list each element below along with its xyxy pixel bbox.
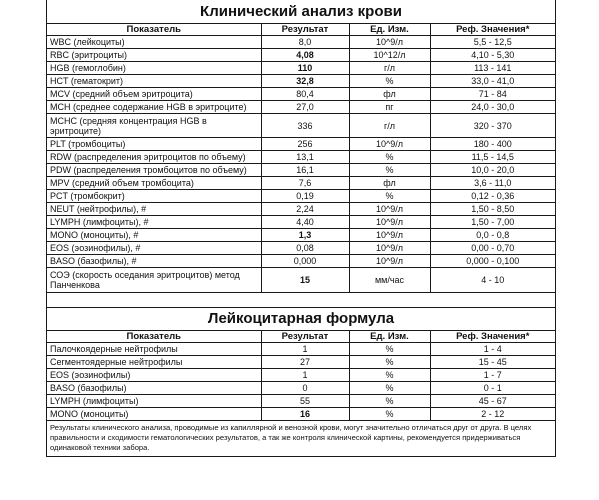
table-row <box>47 343 555 356</box>
table-row <box>47 101 555 114</box>
indicator-cell: BASO (базофилы), # <box>47 255 261 268</box>
unit-cell: % <box>349 164 430 177</box>
indicator-cell: LYMPH (лимфоциты), # <box>47 216 261 229</box>
result-cell: 80,4 <box>261 88 349 101</box>
result-cell: 15 <box>261 268 349 293</box>
table-row <box>47 203 555 216</box>
reference-range-cell: 4 - 10 <box>430 268 555 293</box>
indicator-cell: Палочкоядерные нейтрофилы <box>47 343 261 356</box>
reference-range-cell: 4,10 - 5,30 <box>430 49 555 62</box>
reference-range-cell: 113 - 141 <box>430 62 555 75</box>
result-cell: 55 <box>261 395 349 408</box>
result-cell: 32,8 <box>261 75 349 88</box>
indicator-cell: MPV (средний объем тромбоцита) <box>47 177 261 190</box>
column-header: Реф. Значения* <box>430 24 555 36</box>
indicator-cell: PCT (тромбокрит) <box>47 190 261 203</box>
unit-cell: % <box>349 343 430 356</box>
table-header-row <box>47 24 555 36</box>
indicator-cell: WBC (лейкоциты) <box>47 36 261 49</box>
table-row <box>47 62 555 75</box>
unit-cell: пг <box>349 101 430 114</box>
unit-cell: г/л <box>349 62 430 75</box>
result-cell: 4,08 <box>261 49 349 62</box>
reference-range-cell: 5,5 - 12,5 <box>430 36 555 49</box>
unit-cell: мм/час <box>349 268 430 293</box>
result-cell: 27,0 <box>261 101 349 114</box>
unit-cell: % <box>349 369 430 382</box>
result-cell: 0,000 <box>261 255 349 268</box>
section-gap <box>47 293 555 308</box>
indicator-cell: MONO (моноциты), # <box>47 229 261 242</box>
indicator-cell: NEUT (нейтрофилы), # <box>47 203 261 216</box>
result-cell: 4,40 <box>261 216 349 229</box>
reference-range-cell: 0,12 - 0,36 <box>430 190 555 203</box>
column-header: Показатель <box>47 331 261 343</box>
unit-cell: фл <box>349 177 430 190</box>
column-header: Результат <box>261 24 349 36</box>
reference-range-cell: 11,5 - 14,5 <box>430 151 555 164</box>
indicator-cell: EOS (эозинофилы) <box>47 369 261 382</box>
column-header: Результат <box>261 331 349 343</box>
column-header: Ед. Изм. <box>349 331 430 343</box>
table-row <box>47 164 555 177</box>
reference-range-cell: 45 - 67 <box>430 395 555 408</box>
table-row <box>47 369 555 382</box>
reference-range-cell: 24,0 - 30,0 <box>430 101 555 114</box>
reference-range-cell: 0,000 - 0,100 <box>430 255 555 268</box>
table-row <box>47 229 555 242</box>
indicator-cell: PDW (распределения тромбоцитов по объему) <box>47 164 261 177</box>
reference-range-cell: 180 - 400 <box>430 138 555 151</box>
table-row <box>47 36 555 49</box>
indicator-cell: HGB (гемоглобин) <box>47 62 261 75</box>
reference-range-cell: 1 - 7 <box>430 369 555 382</box>
footnote: Результаты клинического анализа, проводимые из капиллярной и венозной крови, могут значительно отличаться друг от друга. В целях правильности и сходимости гематологических результатов, а так же контроля клинической картины, рекомендуется придерживаться одинаковой техники забора. <box>47 421 555 457</box>
indicator-cell: Сегментоядерные нейтрофилы <box>47 356 261 369</box>
unit-cell: 10^9/л <box>349 229 430 242</box>
result-cell: 1,3 <box>261 229 349 242</box>
reference-range-cell: 1 - 4 <box>430 343 555 356</box>
blood-test-title: Клинический анализ крови <box>47 0 555 24</box>
table-row <box>47 395 555 408</box>
unit-cell: % <box>349 408 430 421</box>
unit-cell: фл <box>349 88 430 101</box>
indicator-cell: EOS (эозинофилы), # <box>47 242 261 255</box>
table-row <box>47 88 555 101</box>
reference-range-cell: 320 - 370 <box>430 114 555 138</box>
unit-cell: 10^9/л <box>349 36 430 49</box>
lab-report-sheet <box>46 0 556 457</box>
table-row <box>47 177 555 190</box>
indicator-cell: MCV (средний объем эритроцита) <box>47 88 261 101</box>
reference-range-cell: 0 - 1 <box>430 382 555 395</box>
indicator-cell: MCHC (средняя концентрация HGB в эритроците) <box>47 114 261 138</box>
column-header: Реф. Значения* <box>430 331 555 343</box>
indicator-cell: LYMPH (лимфоциты) <box>47 395 261 408</box>
reference-range-cell: 15 - 45 <box>430 356 555 369</box>
table-row <box>47 216 555 229</box>
unit-cell: 10^12/л <box>349 49 430 62</box>
unit-cell: г/л <box>349 114 430 138</box>
indicator-cell: PLT (тромбоциты) <box>47 138 261 151</box>
result-cell: 0,08 <box>261 242 349 255</box>
blood-test-table <box>47 24 555 293</box>
result-cell: 0,19 <box>261 190 349 203</box>
result-cell: 110 <box>261 62 349 75</box>
indicator-cell: RBC (эритроциты) <box>47 49 261 62</box>
indicator-cell: MCH (среднее содержание HGB в эритроците) <box>47 101 261 114</box>
unit-cell: % <box>349 151 430 164</box>
column-header: Ед. Изм. <box>349 24 430 36</box>
unit-cell: 10^9/л <box>349 203 430 216</box>
unit-cell: % <box>349 382 430 395</box>
table-row <box>47 255 555 268</box>
table-row <box>47 151 555 164</box>
reference-range-cell: 1,50 - 7,00 <box>430 216 555 229</box>
column-header: Показатель <box>47 24 261 36</box>
indicator-cell: HCT (гематокрит) <box>47 75 261 88</box>
unit-cell: % <box>349 75 430 88</box>
leukocyte-formula-title: Лейкоцитарная формула <box>47 308 555 331</box>
unit-cell: % <box>349 395 430 408</box>
reference-range-cell: 1,50 - 8,50 <box>430 203 555 216</box>
reference-range-cell: 3,6 - 11,0 <box>430 177 555 190</box>
indicator-cell: BASO (базофилы) <box>47 382 261 395</box>
reference-range-cell: 0,0 - 0,8 <box>430 229 555 242</box>
reference-range-cell: 33,0 - 41,0 <box>430 75 555 88</box>
table-row <box>47 242 555 255</box>
table-row <box>47 408 555 421</box>
reference-range-cell: 2 - 12 <box>430 408 555 421</box>
indicator-cell: RDW (распределения эритроцитов по объему) <box>47 151 261 164</box>
result-cell: 13,1 <box>261 151 349 164</box>
result-cell: 16 <box>261 408 349 421</box>
unit-cell: 10^9/л <box>349 242 430 255</box>
result-cell: 8,0 <box>261 36 349 49</box>
table-row <box>47 49 555 62</box>
indicator-cell: СОЭ (скорость оседания эритроцитов) метод Панченкова <box>47 268 261 293</box>
reference-range-cell: 0,00 - 0,70 <box>430 242 555 255</box>
reference-range-cell: 10,0 - 20,0 <box>430 164 555 177</box>
leukocyte-formula-table <box>47 331 555 421</box>
result-cell: 0 <box>261 382 349 395</box>
result-cell: 1 <box>261 343 349 356</box>
result-cell: 1 <box>261 369 349 382</box>
table-header-row <box>47 331 555 343</box>
result-cell: 27 <box>261 356 349 369</box>
unit-cell: 10^9/л <box>349 138 430 151</box>
unit-cell: % <box>349 356 430 369</box>
unit-cell: % <box>349 190 430 203</box>
unit-cell: 10^9/л <box>349 255 430 268</box>
table-row <box>47 75 555 88</box>
indicator-cell: MONO (моноциты) <box>47 408 261 421</box>
table-row <box>47 382 555 395</box>
table-row <box>47 114 555 138</box>
result-cell: 256 <box>261 138 349 151</box>
result-cell: 336 <box>261 114 349 138</box>
result-cell: 16,1 <box>261 164 349 177</box>
table-row <box>47 268 555 293</box>
table-row <box>47 138 555 151</box>
result-cell: 2,24 <box>261 203 349 216</box>
unit-cell: 10^9/л <box>349 216 430 229</box>
reference-range-cell: 71 - 84 <box>430 88 555 101</box>
table-row <box>47 190 555 203</box>
table-row <box>47 356 555 369</box>
result-cell: 7,6 <box>261 177 349 190</box>
